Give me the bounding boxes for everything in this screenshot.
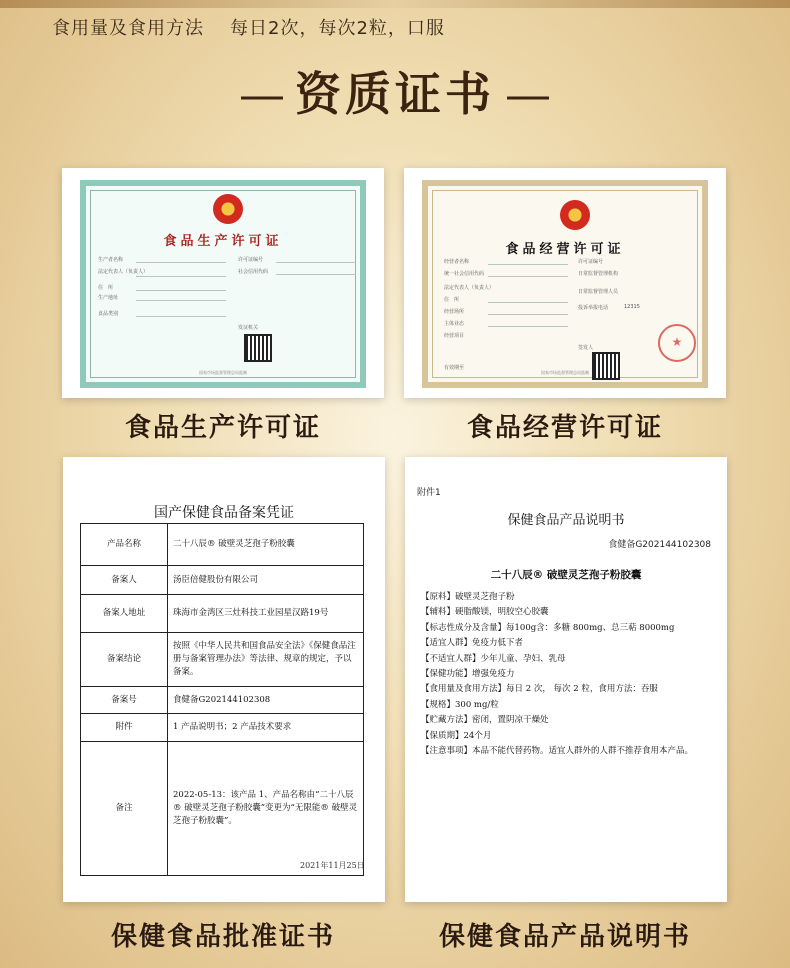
- table-row: 备案结论 按照《中华人民共和国食品安全法》《保健食品注册与备案管理办法》等法律、规章的规定，予以备案。: [81, 633, 364, 687]
- usage-label: 食用量及食用方法: [52, 18, 204, 39]
- registration-date: 2021年11月25日: [300, 861, 365, 870]
- national-emblem-icon: [560, 200, 590, 230]
- table-row: 备案人 汤臣倍健股份有限公司: [81, 566, 364, 595]
- operation-license-card: [404, 168, 726, 398]
- national-emblem-icon: [213, 194, 243, 224]
- list-item: 【原料】破壁灵芝孢子粉: [421, 592, 515, 602]
- list-item: 【辅料】硬脂酸镁，明胶空心胶囊: [421, 607, 549, 618]
- table-row: 产品名称 二十八辰® 破壁灵芝孢子粉胶囊: [81, 524, 364, 566]
- table-row: 附件 1 产品说明书；2 产品技术要求: [81, 714, 364, 742]
- official-seal-icon: [658, 324, 696, 362]
- caption-approval-certificate: 保健食品批准证书: [110, 922, 335, 952]
- title-dash-right: —: [505, 67, 551, 121]
- manual-product-name: 二十八辰® 破壁灵芝孢子粉胶囊: [490, 569, 642, 581]
- manual-code: 食健备G202144102308: [608, 540, 711, 550]
- manual-title: 保健食品产品说明书: [507, 513, 625, 528]
- production-license-title: 食品生产许可证: [163, 234, 283, 249]
- manual-attachment-label: 附件1: [417, 488, 441, 498]
- title-dash-left: —: [239, 67, 285, 121]
- list-item: 【贮藏方法】密闭，置阴凉干燥处: [421, 715, 549, 726]
- caption-operation-license: 食品经营许可证: [466, 413, 663, 443]
- caption-product-manual: 保健食品产品说明书: [438, 922, 691, 952]
- list-item: 【保健功能】增强免疫力: [421, 669, 515, 680]
- operation-license-title: 食品经营许可证: [505, 242, 625, 257]
- production-license-frame: 食品生产许可证 生产者名称 法定代表人（负责人） 住 所 生产地址 食品类别 社会信用代码 许可证编号 发证机关 国家市场监督管理总局监制: [80, 180, 366, 388]
- list-item: 【规格】300 mg/粒: [421, 699, 499, 710]
- caption-production-license: 食品生产许可证: [124, 413, 321, 443]
- production-license-card: [62, 168, 384, 398]
- section-title: [0, 58, 790, 124]
- section-title-text: 资质证书: [295, 67, 495, 121]
- operation-license-frame: 食品经营许可证 经营者名称 统一社会信用代码 法定代表人（负责人） 住 所 经营场所 主体业态 经营项目 许可证编号 日常监督管理机构 日常监督管理人员 投诉举报电话 12315 签发人 有效期至 ★ 国家市场监督管理总局监制: [422, 180, 708, 388]
- manual-item-list: [421, 590, 711, 759]
- list-item: 【注意事项】本品不能代替药物。适宜人群外的人群不推荐食用本产品。: [421, 746, 694, 757]
- list-item: 【保质期】24个月: [421, 730, 492, 741]
- list-item: 【适宜人群】免疫力低下者: [421, 638, 524, 649]
- list-item: 【不适宜人群】少年儿童、孕妇、乳母: [421, 653, 566, 664]
- usage-value: 每日2次，每次2粒，口服: [230, 18, 445, 39]
- top-banner-strip: [0, 0, 790, 8]
- table-row: 备案号 食健备G202144102308: [81, 687, 364, 714]
- registration-title: 国产保健食品备案凭证: [154, 505, 294, 521]
- table-row: 备案人地址 珠海市金湾区三灶科技工业园星汉路19号: [81, 595, 364, 633]
- product-manual-card: [405, 457, 727, 902]
- usage-line: [52, 14, 445, 40]
- qr-code-icon: [246, 336, 270, 360]
- list-item: 【食用量及食用方法】每日 2 次， 每次 2 粒，食用方法：吞服: [421, 684, 658, 695]
- registration-table: [80, 523, 364, 876]
- list-item: 【标志性成分及含量】每100g含：多糖 800mg、总三萜 8000mg: [421, 622, 675, 633]
- table-row: 备注 2022-05-13：该产品 1、产品名称由“二十八辰® 破壁灵芝孢子粉胶囊”变更为“无限能® 破壁灵芝孢子粉胶囊”。: [81, 742, 364, 876]
